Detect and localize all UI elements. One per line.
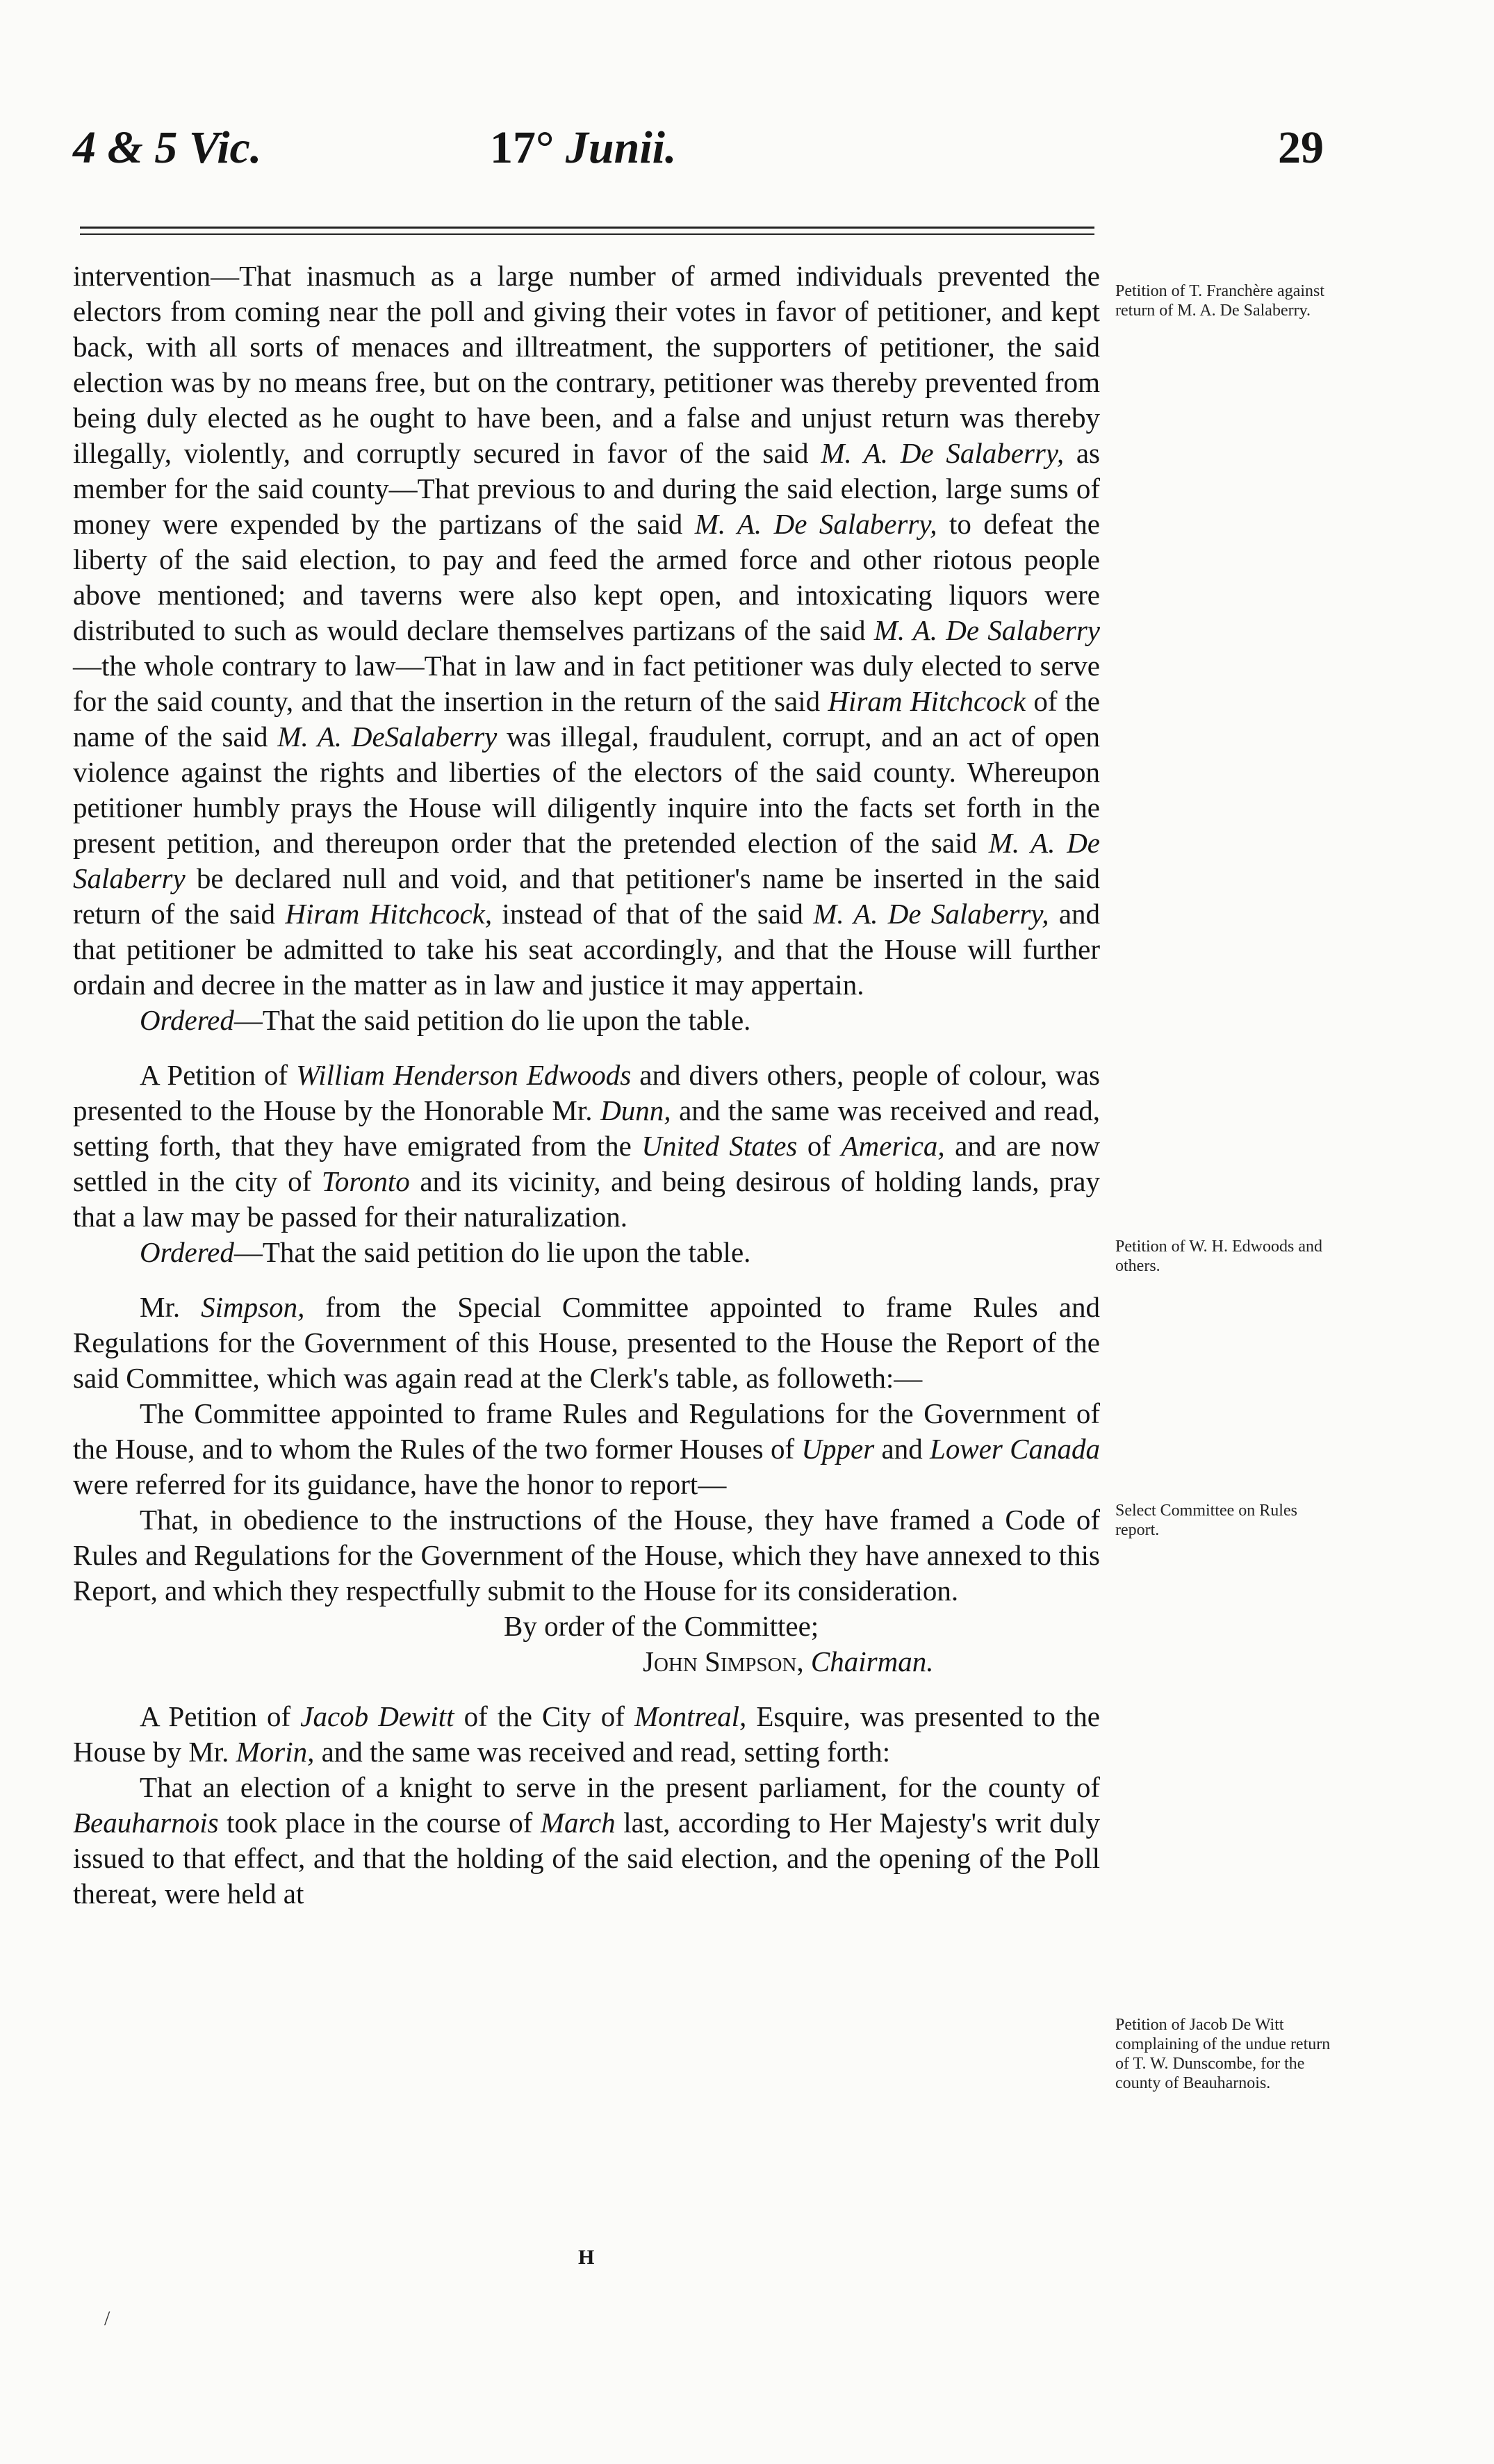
page-header — [73, 117, 1324, 179]
margin-note-rules: Select Committee on Rules report. — [1115, 1502, 1297, 1539]
session-reference: 4 & 5 Vic. — [73, 122, 262, 173]
page-number: 29 — [1278, 122, 1324, 173]
header-rule-bottom — [80, 233, 1094, 235]
paragraph-beauharnois-election: That an election of a knight to serve in the present parliament, for the county of Beauharnois took place in the course of March last, according to Her Majesty's writ duly issued to that effect, and that the holding of the said election, and the opening of the Poll thereat, were held at — [73, 1771, 1100, 1909]
paragraph-rules-committee: Mr. Simpson, from the Special Committee appointed to frame Rules and Regulations for the Government of this House, presented to the House the Report of the said Committee, which was again read at the Clerk's table, as followeth:— — [73, 1291, 1100, 1394]
paragraph-code-of-rules: That, in obedience to the instructions of the House, they have framed a Code of Rules and Regulations for the Government of the House, which they have annexed to this Report, and which they respectfully submit to the House for its consideration. — [73, 1504, 1100, 1607]
margin-note-edwoods: Petition of W. H. Edwoods and others. — [1115, 1238, 1322, 1275]
signature-chairman: John Simpson, Chairman. — [643, 1645, 934, 1677]
header-rule-top — [80, 227, 1094, 229]
paragraph-edwoods-petition: A Petition of William Henderson Edwoods and divers others, people of colour, was presented to the House by the Honorable Mr. Dunn, and the same was received and read, setting forth, that they have emigrated from the United States of America, and are now settled in the city of Toronto and its vicinity, and being desirous of holding lands, pray that a law may be passed for their naturalization. — [73, 1059, 1101, 1233]
paragraph-dewitt-petition: A Petition of Jacob Dewitt of the City of Montreal, Esquire, was presented to the House by Mr. Morin, and the same was received and read, setting forth: — [73, 1700, 1100, 1768]
date-day: 17° — [490, 122, 555, 173]
ordered-1: Ordered—That the said petition do lie upon the table. — [140, 1004, 751, 1036]
date-month: Junii. — [565, 122, 677, 173]
paragraph-franchere-petition: intervention—That inasmuch as a large number of armed individuals prevented the electors from coming near the poll and giving their votes in favor of petitioner, and kept back, with all sorts of menaces and illtreatment, the supporters of petitioner, the said election was by no means free, but on the contrary, petitioner was thereby prevented from being duly elected as he ought to have been, and a false and unjust return was thereby illegally, violently, and corruptly secured in favor of the said M. A. De Salaberry, as member for the said county—That previous to and during the said election, large sums of money were expended by the partizans of the said M. A. De Salaberry, to defeat the liberty of the said election, to pay and feed the armed force and other riotous people above mentioned; and taverns were also kept open, and intoxicating liquors were distributed to such as would declare themselves partizans of the said M. A. De Salaberry—the whole contrary to law—That in law and in fact petitioner was duly elected to serve for the said county, and that the insertion in the return of the said Hiram Hitchcock of the name of the said M. A. DeSalaberry was illegal, fraudulent, corrupt, and an act of open violence against the rights and liberties of the electors of the said county. Whereupon petitioner humbly prays the House will diligently inquire into the facts set forth in the present petition, and thereupon order that the pretended election of the said M. A. De Salaberry be declared null and void, and that petitioner's name be inserted in the said return of the said Hiram Hitchcock, instead of that of the said M. A. De Salaberry, and that petitioner be admitted to take his seat accordingly, and that the House will further ordain and decree in the matter as in law and justice it may appertain. — [73, 260, 1101, 1001]
margin-note-franchere: Petition of T. Franchère against return of M. A. De Salaberry. — [1115, 282, 1325, 320]
margin-note-dewitt: Petition of Jacob De Witt complaining of the undue return of T. W. Dunscombe, for the county of Beauharnois. — [1115, 2016, 1331, 2092]
ordered-2: Ordered—That the said petition do lie upon the table. — [140, 1236, 751, 1268]
stray-mark: / — [104, 2307, 110, 2330]
body-text — [73, 258, 1100, 1912]
signature-order-line: By order of the Committee; — [504, 1610, 819, 1642]
paragraph-committee-report: The Committee appointed to frame Rules and Regulations for the Government of the House, and to whom the Rules of the two former Houses of Upper and Lower Canada were referred for its guidance, have the honor to report— — [73, 1397, 1100, 1500]
date-heading — [490, 117, 677, 179]
signature-mark: H — [578, 2246, 595, 2269]
